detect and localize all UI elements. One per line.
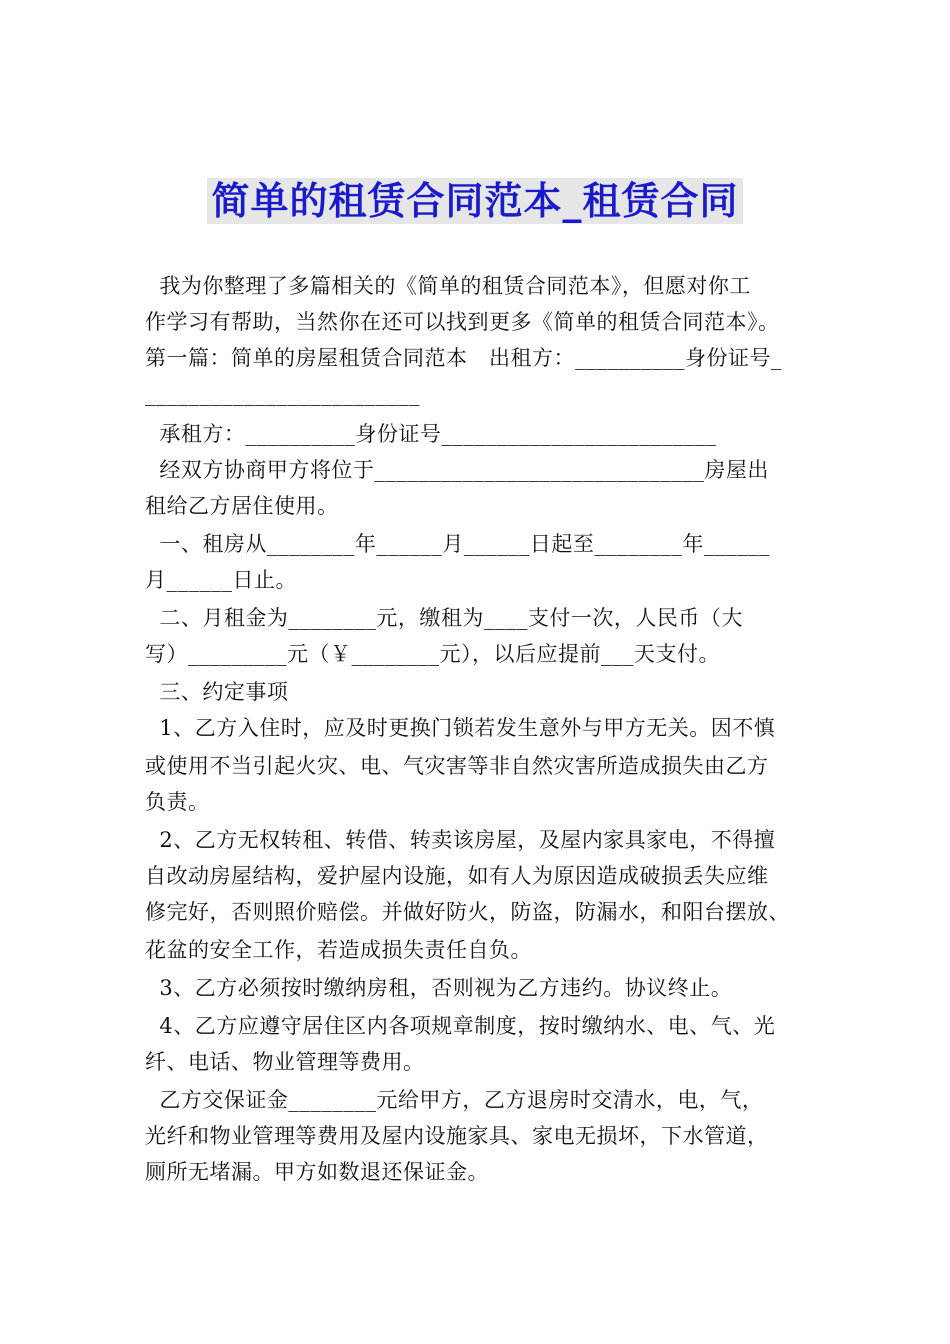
body-line: _________________________ [145, 382, 420, 406]
body-line: 租给乙方居住使用。 [145, 494, 339, 518]
body-line: 经双方协商甲方将位于______________________________房屋出 [145, 458, 769, 482]
body-line: 我为你整理了多篇相关的《简单的租赁合同范本》，但愿对你工 [145, 274, 751, 298]
body-line: 承租方：__________身份证号_________________________ [145, 422, 717, 446]
body-line: 修完好，否则照价赔偿。并做好防火，防盗，防漏水，和阳台摆放、 [145, 900, 790, 924]
body-line: 乙方交保证金________元给甲方，乙方退房时交清水，电，气， [145, 1088, 764, 1112]
body-line: 厕所无堵漏。甲方如数退还保证金。 [145, 1160, 489, 1184]
body-line: 写）_________元（￥________元），以后应提前___天支付。 [145, 642, 720, 666]
body-line: 4、乙方应遵守居住区内各项规章制度，按时缴纳水、电、气、光 [145, 1014, 776, 1038]
body-line: 光纤和物业管理等费用及屋内设施家具、家电无损坏，下水管道， [145, 1124, 769, 1148]
title-container [0, 178, 950, 224]
body-line: 自改动房屋结构，爱护屋内设施，如有人为原因造成破损丢失应维 [145, 864, 769, 888]
body-line: 3、乙方必须按时缴纳房租，否则视为乙方违约。协议终止。 [145, 976, 733, 1000]
body-line: 月______日止。 [145, 568, 297, 592]
body-line: 花盆的安全工作，若造成损失责任自负。 [145, 938, 532, 962]
body-line: 二、月租金为________元，缴租为____支付一次，人民币（大 [145, 606, 743, 630]
body-line: 负责。 [145, 790, 210, 814]
body-line: 纤、电话、物业管理等费用。 [145, 1050, 425, 1074]
body-line: 或使用不当引起火灾、电、气灾害等非自然灾害所造成损失由乙方 [145, 754, 769, 778]
body-line: 2、乙方无权转租、转借、转卖该房屋，及屋内家具家电，不得擅 [145, 828, 776, 852]
body-line: 1、乙方入住时，应及时更换门锁若发生意外与甲方无关。因不慎 [145, 716, 776, 740]
body-line: 第一篇：简单的房屋租赁合同范本 出租方：__________身份证号_ [145, 346, 783, 370]
body-line: 一、租房从________年______月______日起至________年______ [145, 532, 770, 556]
body-line: 三、约定事项 [145, 680, 289, 704]
document-title: 简单的租赁合同范本_租赁合同 [207, 178, 742, 224]
body-line: 作学习有帮助，当然你在还可以找到更多《简单的租赁合同范本》。 [145, 310, 780, 334]
